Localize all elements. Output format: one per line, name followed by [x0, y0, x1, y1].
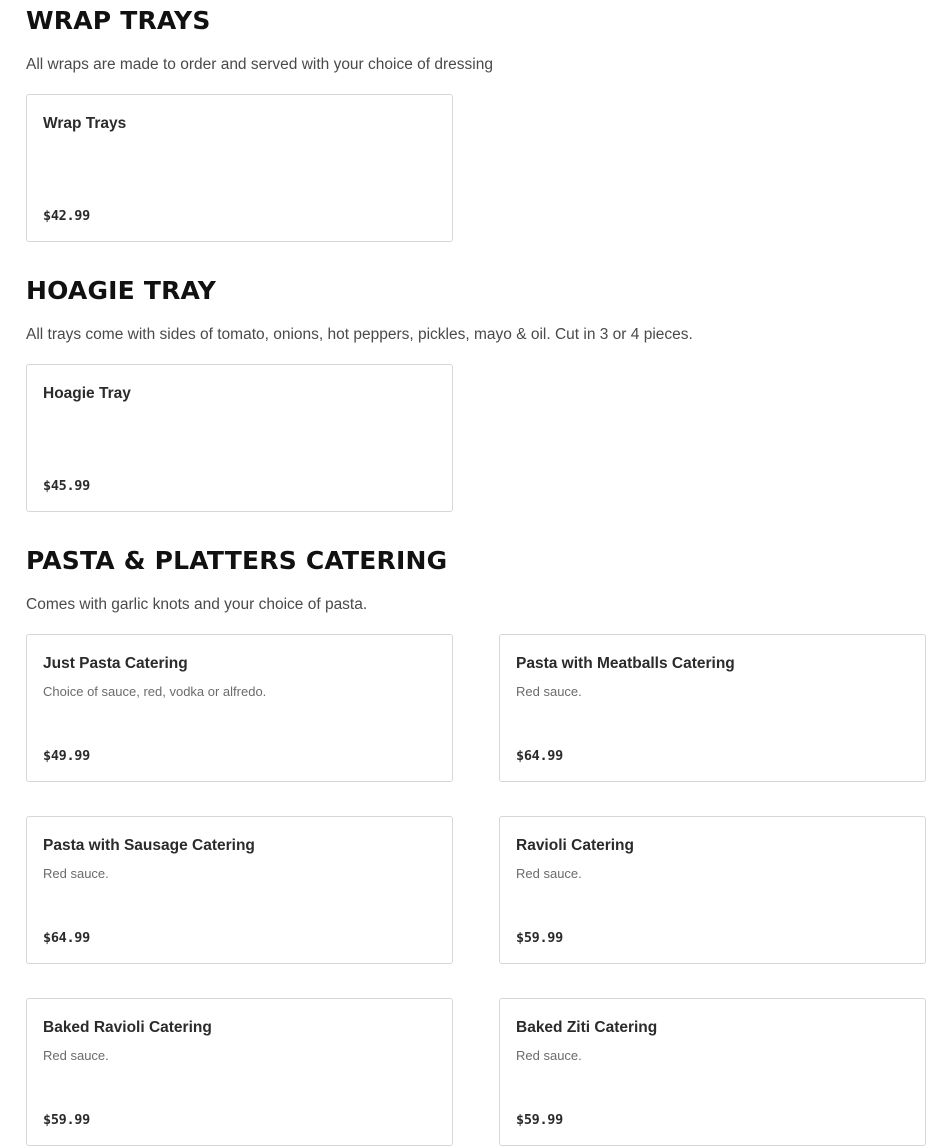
menu-item-card[interactable] — [499, 998, 926, 1146]
menu-item-description: Choice of sauce, red, vodka or alfredo. — [43, 684, 267, 699]
menu-item-name: Wrap Trays — [43, 115, 127, 132]
section-title: PASTA & PLATTERS CATERING — [26, 546, 448, 575]
menu-item-description: Red sauce. — [516, 1048, 582, 1063]
section-hoagie-tray — [26, 276, 928, 494]
menu-item-description: Red sauce. — [516, 866, 582, 881]
menu-item-price: $42.99 — [43, 208, 90, 224]
menu-item-card[interactable] — [26, 634, 453, 782]
section-wrap-trays — [26, 6, 928, 224]
menu-item-card[interactable] — [26, 364, 453, 512]
section-pasta-platters-catering — [26, 546, 928, 1128]
menu-item-name: Hoagie Tray — [43, 385, 131, 402]
menu-item-description: Red sauce. — [43, 1048, 109, 1063]
menu-item-price: $49.99 — [43, 748, 90, 764]
menu-item-price: $59.99 — [516, 1112, 563, 1128]
menu-item-price: $59.99 — [43, 1112, 90, 1128]
menu-item-description: Red sauce. — [516, 684, 582, 699]
menu-item-name: Baked Ravioli Catering — [43, 1019, 212, 1036]
menu-item-card[interactable] — [26, 94, 453, 242]
menu-item-name: Pasta with Sausage Catering — [43, 837, 255, 854]
menu-item-card[interactable] — [26, 816, 453, 964]
menu-item-name: Just Pasta Catering — [43, 655, 188, 672]
menu-item-name: Baked Ziti Catering — [516, 1019, 658, 1036]
menu-item-price: $45.99 — [43, 478, 90, 494]
menu-item-name: Ravioli Catering — [516, 837, 634, 854]
menu-item-name: Pasta with Meatballs Catering — [516, 655, 735, 672]
section-title: HOAGIE TRAY — [26, 276, 217, 305]
menu-item-card[interactable] — [499, 816, 926, 964]
menu-item-card[interactable] — [499, 634, 926, 782]
menu-item-price: $64.99 — [43, 930, 90, 946]
menu-item-price: $59.99 — [516, 930, 563, 946]
menu-item-description: Red sauce. — [43, 866, 109, 881]
section-description: Comes with garlic knots and your choice of pasta. — [26, 596, 368, 613]
section-description: All wraps are made to order and served with your choice of dressing — [26, 56, 493, 73]
menu-item-card[interactable] — [26, 998, 453, 1146]
section-title: WRAP TRAYS — [26, 6, 211, 35]
menu-item-price: $64.99 — [516, 748, 563, 764]
section-description: All trays come with sides of tomato, onions, hot peppers, pickles, mayo & oil. Cut in 3 or 4 pieces. — [26, 326, 693, 343]
